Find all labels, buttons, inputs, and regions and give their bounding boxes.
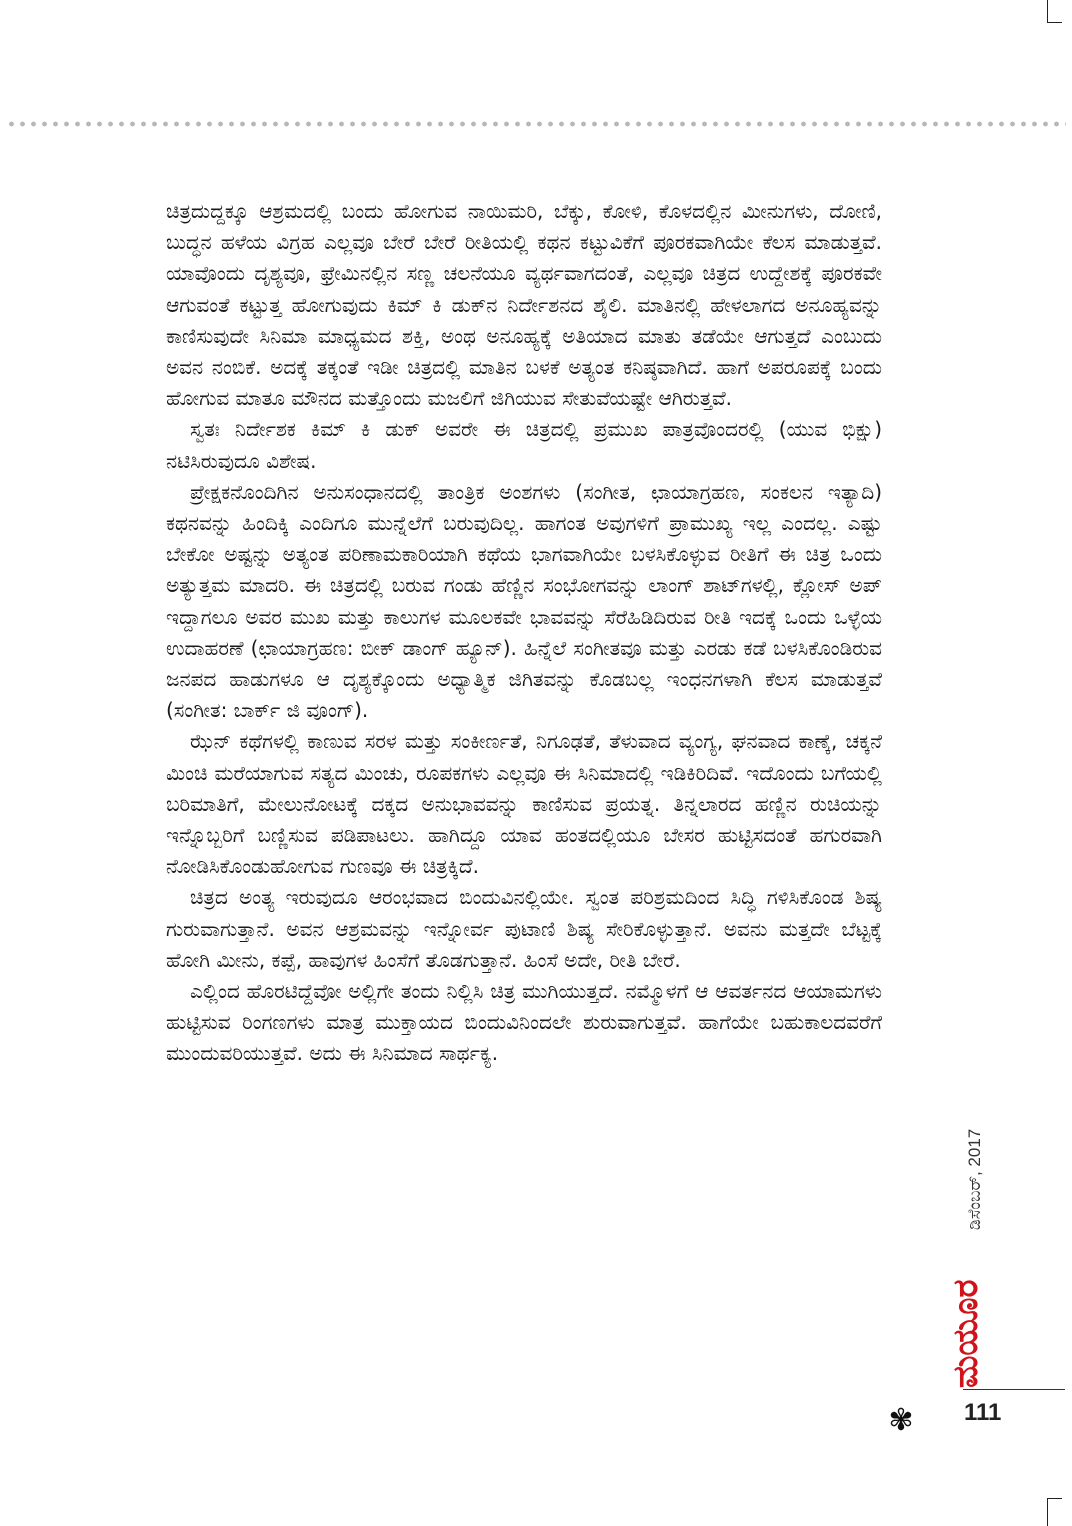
article-paragraph-1: ಚಿತ್ರದುದ್ದಕ್ಕೂ ಆಶ್ರಮದಲ್ಲಿ ಬಂದು ಹೋಗುವ ನಾಯಿಮರಿ, ಬೆಕ್ಕು, ಕೋಳಿ, ಕೊಳದಲ್ಲಿನ ಮೀನುಗಳು, ದೋಣಿ, ಬುದ್ಧನ ಹಳೆಯ ವಿಗ್ರಹ ಎಲ್ಲವೂ ಬೇರೆ ಬೇರೆ ರೀತಿಯಲ್ಲಿ ಕಥನ ಕಟ್ಟುವಿಕೆಗೆ ಪೂರಕವಾಗಿಯೇ ಕೆಲಸ ಮಾಡುತ್ತವೆ. ಯಾವೊಂದು ದೃಶ್ಯವೂ, ಫ್ರೇಮಿನಲ್ಲಿನ ಸಣ್ಣ ಚಲನೆಯೂ ವ್ಯರ್ಥವಾಗದಂತೆ, ಎಲ್ಲವೂ ಚಿತ್ರದ ಉದ್ದೇಶಕ್ಕೆ ಪೂರಕವೇ ಆಗುವಂತೆ ಕಟ್ಟುತ್ತ ಹೋಗುವುದು ಕಿಮ್ ಕಿ ಡುಕ್‌ನ ನಿರ್ದೇಶನದ ಶೈಲಿ. ಮಾತಿನಲ್ಲಿ ಹೇಳಲಾಗದ ಅನೂಹ್ಯವನ್ನು ಕಾಣಿಸುವುದೇ ಸಿನಿಮಾ ಮಾಧ್ಯಮದ ಶಕ್ತಿ, ಅಂಥ ಅನೂಹ್ಯಕ್ಕೆ ಅತಿಯಾದ ಮಾತು ತಡೆಯೇ ಆಗುತ್ತದೆ ಎಂಬುದು ಅವನ ನಂಬಿಕೆ. ಅದಕ್ಕೆ ತಕ್ಕಂತೆ ಇಡೀ ಚಿತ್ರದಲ್ಲಿ ಮಾತಿನ ಬಳಕೆ ಅತ್ಯಂತ ಕನಿಷ್ಠವಾಗಿದೆ. ಹಾಗೆ ಅಪರೂಪಕ್ಕೆ ಬಂದು ಹೋಗುವ ಮಾತೂ ಮೌನದ ಮತ್ತೊಂದು ಮಜಲಿಗೆ ಜಿಗಿಯುವ ಸೇತುವೆಯಷ್ಟೇ ಆಗಿರುತ್ತವೆ. [166, 199, 882, 411]
article-paragraph-3: ಪ್ರೇಕ್ಷಕನೊಂದಿಗಿನ ಅನುಸಂಧಾನದಲ್ಲಿ ತಾಂತ್ರಿಕ ಅಂಶಗಳು (ಸಂಗೀತ, ಛಾಯಾಗ್ರಹಣ, ಸಂಕಲನ ಇತ್ಯಾದಿ) ಕಥನವನ್ನು ಹಿಂದಿಕ್ಕಿ ಎಂದಿಗೂ ಮುನ್ನೆಲೆಗೆ ಬರುವುದಿಲ್ಲ. ಹಾಗಂತ ಅವುಗಳಿಗೆ ಪ್ರಾಮುಖ್ಯ ಇಲ್ಲ ಎಂದಲ್ಲ. ಎಷ್ಟು ಬೇಕೋ ಅಷ್ಟನ್ನು ಅತ್ಯಂತ ಪರಿಣಾಮಕಾರಿಯಾಗಿ ಕಥೆಯ ಭಾಗವಾಗಿಯೇ ಬಳಸಿಕೊಳ್ಳುವ ರೀತಿಗೆ ಈ ಚಿತ್ರ ಒಂದು ಅತ್ಯುತ್ತಮ ಮಾದರಿ. ಈ ಚಿತ್ರದಲ್ಲಿ ಬರುವ ಗಂಡು ಹೆಣ್ಣಿನ ಸಂಭೋಗವನ್ನು ಲಾಂಗ್ ಶಾಟ್‌ಗಳಲ್ಲಿ, ಕ್ಲೋಸ್ ಅಪ್ ಇದ್ದಾಗಲೂ ಅವರ ಮುಖ ಮತ್ತು ಕಾಲುಗಳ ಮೂಲಕವೇ ಭಾವವನ್ನು ಸೆರೆಹಿಡಿದಿರುವ ರೀತಿ ಇದಕ್ಕೆ ಒಂದು ಒಳ್ಳೆಯ ಉದಾಹರಣೆ (ಛಾಯಾಗ್ರಹಣ: ಬೀಕ್ ಡಾಂಗ್ ಹ್ಯೂನ್). ಹಿನ್ನೆಲೆ ಸಂಗೀತವೂ ಮತ್ತು ಎರಡು ಕಡೆ ಬಳಸಿಕೊಂಡಿರುವ ಜನಪದ ಹಾಡುಗಳೂ ಆ ದೃಶ್ಯಕ್ಕೊಂದು ಅಧ್ಯಾತ್ಮಿಕ ಜಿಗಿತವನ್ನು ಕೊಡಬಲ್ಲ ಇಂಧನಗಳಾಗಿ ಕೆಲಸ ಮಾಡುತ್ತವೆ (ಸಂಗೀತ: ಬಾರ್ಕ್ ಜಿ ವೂಂಗ್). [166, 479, 882, 723]
crop-mark-bottom [1047, 1498, 1062, 1526]
page-number: 111 [964, 1399, 1002, 1426]
page-number-rule [963, 1389, 1065, 1390]
issue-date: ಡಿಸೆಂಬರ್, 2017 [965, 1128, 984, 1230]
article-body [166, 196, 882, 1070]
crop-mark-top [1047, 0, 1062, 23]
dotted-rule [6, 121, 1066, 127]
flourish-icon: ✾ [888, 1403, 914, 1438]
article-paragraph-5: ಚಿತ್ರದ ಅಂತ್ಯ ಇರುವುದೂ ಆರಂಭವಾದ ಬಿಂದುವಿನಲ್ಲಿಯೇ. ಸ್ವಂತ ಪರಿಶ್ರಮದಿಂದ ಸಿದ್ಧಿ ಗಳಿಸಿಕೊಂಡ ಶಿಷ್ಯ ಗುರುವಾಗುತ್ತಾನೆ. ಅವನ ಆಶ್ರಮವನ್ನು ಇನ್ನೋರ್ವ ಪುಟಾಣಿ ಶಿಷ್ಯ ಸೇರಿಕೊಳ್ಳುತ್ತಾನೆ. ಅವನು ಮತ್ತದೇ ಬೆಟ್ಟಕ್ಕೆ ಹೋಗಿ ಮೀನು, ಕಪ್ಪೆ, ಹಾವುಗಳ ಹಿಂಸೆಗೆ ತೊಡಗುತ್ತಾನೆ. ಹಿಂಸೆ ಅದೇ, ರೀತಿ ಬೇರೆ. [166, 885, 882, 972]
magazine-masthead: ಮಯೂರ [946, 1279, 986, 1388]
article-paragraph-2: ಸ್ವತಃ ನಿರ್ದೇಶಕ ಕಿಮ್ ಕಿ ಡುಕ್ ಅವರೇ ಈ ಚಿತ್ರದಲ್ಲಿ ಪ್ರಮುಖ ಪಾತ್ರವೊಂದರಲ್ಲಿ (ಯುವ ಭಿಕ್ಷು) ನಟಿಸಿರುವುದೂ ವಿಶೇಷ. [166, 417, 882, 473]
article-paragraph-4: ಝೆನ್ ಕಥೆಗಳಲ್ಲಿ ಕಾಣುವ ಸರಳ ಮತ್ತು ಸಂಕೀರ್ಣತೆ, ನಿಗೂಢತೆ, ತೆಳುವಾದ ವ್ಯಂಗ್ಯ, ಘನವಾದ ಕಾಣ್ಕೆ, ಚಕ್ಕನೆ ಮಿಂಚಿ ಮರೆಯಾಗುವ ಸತ್ಯದ ಮಿಂಚು, ರೂಪಕಗಳು ಎಲ್ಲವೂ ಈ ಸಿನಿಮಾದಲ್ಲಿ ಇಡಿಕಿರಿದಿವೆ. ಇದೊಂದು ಬಗೆಯಲ್ಲಿ ಬರಿಮಾತಿಗೆ, ಮೇಲುನೋಟಕ್ಕೆ ದಕ್ಕದ ಅನುಭಾವವನ್ನು ಕಾಣಿಸುವ ಪ್ರಯತ್ನ. ತಿನ್ನಲಾರದ ಹಣ್ಣಿನ ರುಚಿಯನ್ನು ಇನ್ನೊಬ್ಬರಿಗೆ ಬಣ್ಣಿಸುವ ಪಡಿಪಾಟಲು. ಹಾಗಿದ್ದೂ ಯಾವ ಹಂತದಲ್ಲಿಯೂ ಬೇಸರ ಹುಟ್ಟಿಸದಂತೆ ಹಗುರವಾಗಿ ನೋಡಿಸಿಕೊಂಡುಹೋಗುವ ಗುಣವೂ ಈ ಚಿತ್ರಕ್ಕಿದೆ. [166, 729, 882, 879]
article-paragraph-6: ಎಲ್ಲಿಂದ ಹೊರಟಿದ್ದೆವೋ ಅಲ್ಲಿಗೇ ತಂದು ನಿಲ್ಲಿಸಿ ಚಿತ್ರ ಮುಗಿಯುತ್ತದೆ. ನಮ್ಮೊಳಗೆ ಆ ಆವರ್ತನದ ಆಯಾಮಗಳು ಹುಟ್ಟಿಸುವ ರಿಂಗಣಗಳು ಮಾತ್ರ ಮುಕ್ತಾಯದ ಬಿಂದುವಿನಿಂದಲೇ ಶುರುವಾಗುತ್ತವೆ. ಹಾಗೆಯೇ ಬಹುಕಾಲದವರೆಗೆ ಮುಂದುವರಿಯುತ್ತವೆ. ಅದು ಈ ಸಿನಿಮಾದ ಸಾರ್ಥಕ್ಯ. [166, 979, 882, 1066]
